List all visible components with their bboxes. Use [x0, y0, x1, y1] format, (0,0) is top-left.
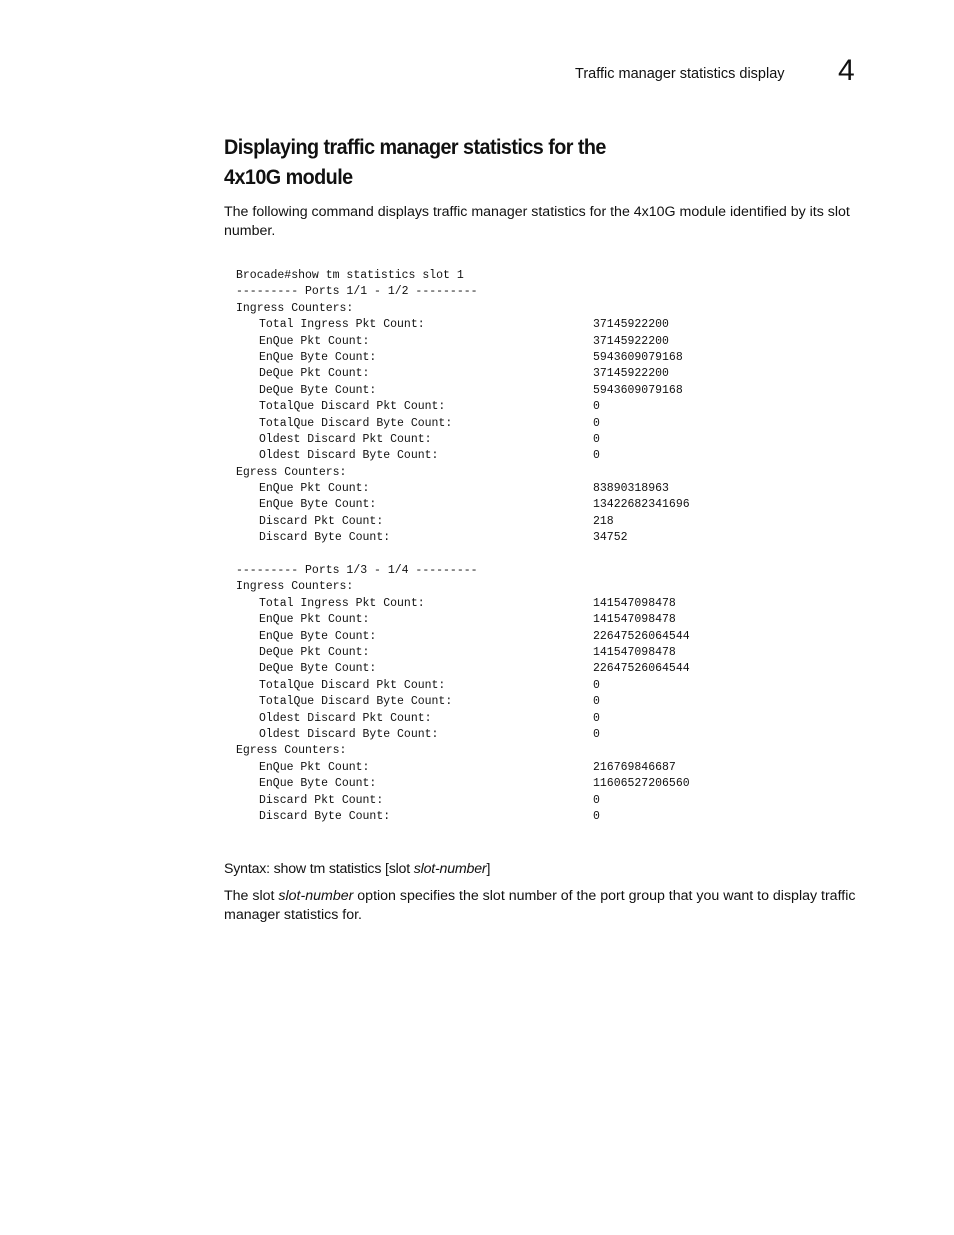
ingress-counter-row-value: 22647526064544	[593, 629, 690, 643]
ingress-counter-row-label: EnQue Byte Count:	[259, 350, 377, 364]
egress-counter-row-label: Discard Byte Count:	[259, 531, 391, 545]
ingress-counter-row-value: 5943609079168	[593, 383, 683, 397]
egress-counter-row-label: EnQue Byte Count:	[259, 777, 377, 791]
ports-header-label: --------- Ports 1/3 - 1/4 ---------	[236, 564, 478, 578]
ingress-counter-row-value: 0	[593, 449, 600, 463]
running-header-title: Traffic manager statistics display	[575, 66, 785, 82]
ingress-counter-row-value: 37145922200	[593, 367, 669, 381]
desc-keyword: slot	[252, 888, 279, 904]
egress-counter-row-label: Discard Pkt Count:	[259, 514, 384, 528]
ingress-counter-row-label: EnQue Pkt Count:	[259, 613, 370, 627]
section-title-line-2: 4x10G module	[224, 165, 353, 189]
egress-counter-row-value: 13422682341696	[593, 498, 690, 512]
ingress-counter-row-value: 0	[593, 711, 600, 725]
slot-description	[224, 887, 864, 924]
ingress-counter-row-label: Oldest Discard Byte Count:	[259, 449, 439, 463]
syntax-prefix: Syntax: show tm statistics [slot	[224, 861, 414, 877]
egress-counters-heading-label: Egress Counters:	[236, 744, 347, 758]
ingress-counter-row-value: 0	[593, 727, 600, 741]
ingress-counters-heading-label: Ingress Counters:	[236, 301, 354, 315]
ingress-counter-row-label: TotalQue Discard Byte Count:	[259, 695, 453, 709]
egress-counter-row-value: 11606527206560	[593, 777, 690, 791]
ingress-counter-row-value: 5943609079168	[593, 350, 683, 364]
chapter-number: 4	[838, 54, 855, 87]
egress-counter-row-label: EnQue Pkt Count:	[259, 760, 370, 774]
ingress-counter-row-label: TotalQue Discard Pkt Count:	[259, 400, 446, 414]
egress-counter-row-label: EnQue Pkt Count:	[259, 482, 370, 496]
intro-paragraph: The following command displays traffic manager statistics for the 4x10G module identified by its slot number.	[224, 204, 850, 239]
ingress-counter-row-value: 141547098478	[593, 645, 676, 659]
ingress-counter-row-value: 0	[593, 416, 600, 430]
egress-counter-row-label: Discard Byte Count:	[259, 809, 391, 823]
syntax-param: slot-number	[413, 861, 487, 877]
syntax-suffix: ]	[486, 861, 491, 877]
egress-counter-row-value: 0	[593, 793, 600, 807]
ingress-counter-row-label: DeQue Byte Count:	[259, 662, 377, 676]
ingress-counter-row-label: Total Ingress Pkt Count:	[259, 318, 425, 332]
egress-counters-heading-label: Egress Counters:	[236, 465, 347, 479]
ingress-counter-row-value: 141547098478	[593, 613, 676, 627]
desc-the: The	[224, 888, 253, 904]
section-title-line-1: Displaying traffic manager statistics for the	[224, 135, 606, 159]
desc-param: slot-number	[278, 888, 354, 904]
egress-counter-row-value: 216769846687	[593, 760, 676, 774]
section-title	[224, 132, 739, 192]
syntax-line	[224, 860, 490, 878]
egress-counter-row-value: 83890318963	[593, 482, 669, 496]
ingress-counters-heading-label: Ingress Counters:	[236, 580, 354, 594]
ingress-counter-row-value: 37145922200	[593, 334, 669, 348]
ingress-counter-row-label: TotalQue Discard Byte Count:	[259, 416, 453, 430]
ingress-counter-row-label: Oldest Discard Pkt Count:	[259, 432, 432, 446]
ingress-counter-row-label: DeQue Byte Count:	[259, 383, 377, 397]
ingress-counter-row-value: 0	[593, 432, 600, 446]
ingress-counter-row-value: 0	[593, 400, 600, 414]
egress-counter-row-value: 0	[593, 809, 600, 823]
ingress-counter-row-label: DeQue Pkt Count:	[259, 645, 370, 659]
ingress-counter-row-label: Oldest Discard Pkt Count:	[259, 711, 432, 725]
ingress-counter-row-label: TotalQue Discard Pkt Count:	[259, 678, 446, 692]
ingress-counter-row-value: 22647526064544	[593, 662, 690, 676]
egress-counter-row-value: 34752	[593, 531, 628, 545]
desc-rest: option specifies the slot number of the port group that you want to display traffic manager statistics for.	[224, 888, 856, 923]
ingress-counter-row-value: 0	[593, 678, 600, 692]
egress-counter-row-value: 218	[593, 514, 614, 528]
egress-counter-row-label: EnQue Byte Count:	[259, 498, 377, 512]
egress-counter-row-label: Discard Pkt Count:	[259, 793, 384, 807]
ingress-counter-row-value: 141547098478	[593, 596, 676, 610]
ingress-counter-row-value: 0	[593, 695, 600, 709]
ingress-counter-row-label: DeQue Pkt Count:	[259, 367, 370, 381]
cli-command-label: Brocade#show tm statistics slot 1	[236, 269, 464, 282]
ingress-counter-row-label: EnQue Pkt Count:	[259, 334, 370, 348]
ingress-counter-row-label: Oldest Discard Byte Count:	[259, 727, 439, 741]
ingress-counter-row-label: Total Ingress Pkt Count:	[259, 596, 425, 610]
ports-header-label: --------- Ports 1/1 - 1/2 ---------	[236, 285, 478, 299]
ingress-counter-row-value: 37145922200	[593, 318, 669, 332]
ingress-counter-row-label: EnQue Byte Count:	[259, 629, 377, 643]
